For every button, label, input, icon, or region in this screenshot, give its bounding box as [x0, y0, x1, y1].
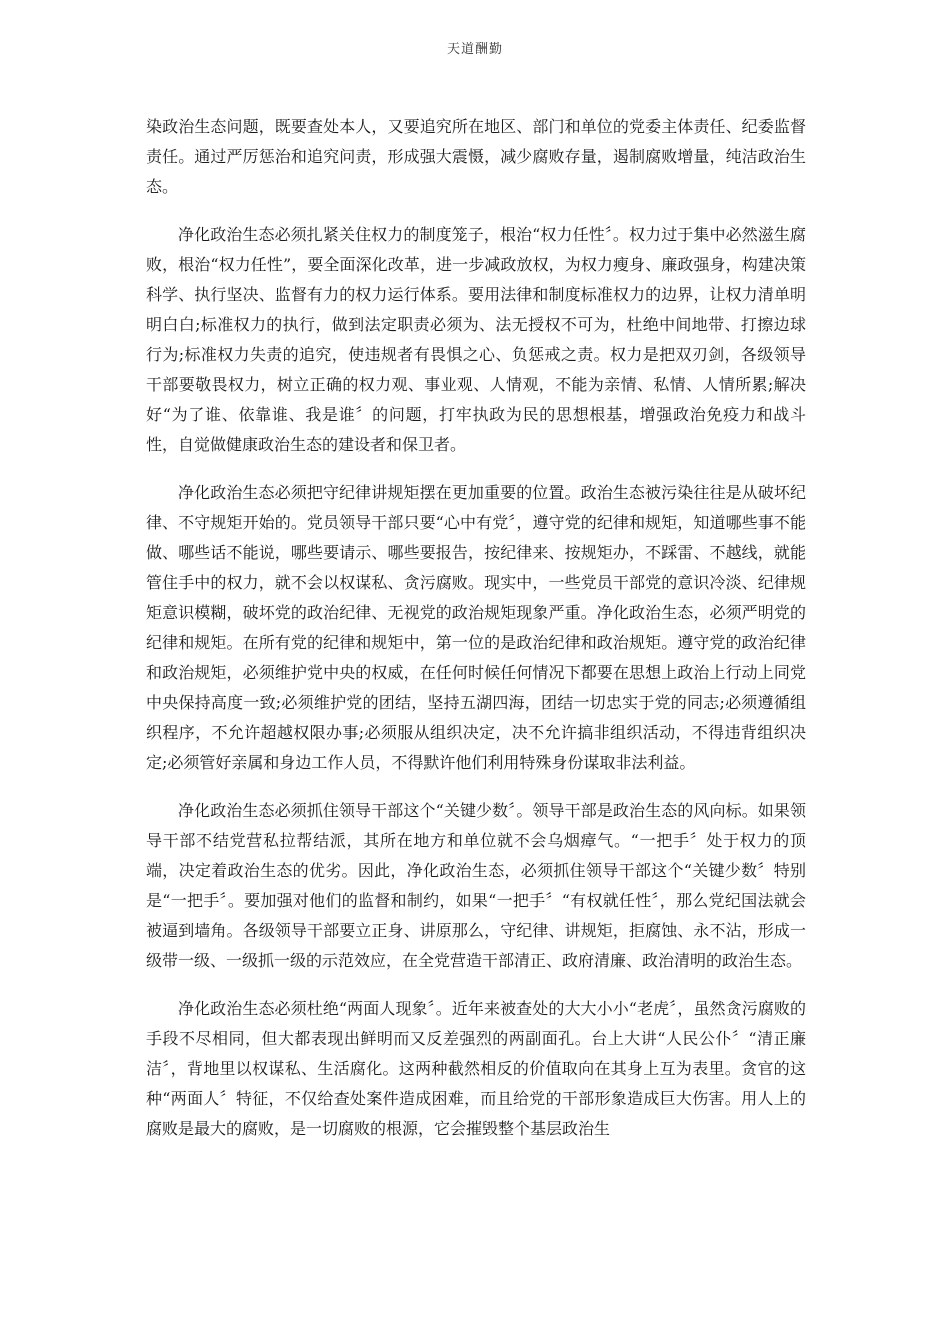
paragraph-5: 净化政治生态必须杜绝“两面人现象〞。近年来被查处的大大小小“老虎〞，虽然贪污腐败的手段不尽相同，但大都表现出鲜明而又反差强烈的两副面孔。台上大讲“人民公仆〞“清正廉洁〞，背地里以权谋私、生活腐化。这两种截然相反的价值取向在其身上互为表里。贪官的这种“两面人〞特征，不仅给查处案件造成困难，而且给党的干部形象造成巨大伤害。用人上的腐败是最大的腐败，是一切腐败的根源，它会摧毁整个基层政治生 — [146, 999, 806, 1138]
page-header: 天道酬勤 — [446, 42, 503, 57]
document-body — [146, 112, 806, 1162]
paragraph-3: 净化政治生态必须把守纪律讲规矩摆在更加重要的位置。政治生态被污染往往是从破坏纪律、不守规矩开始的。党员领导干部只要“心中有党〞，遵守党的纪律和规矩，知道哪些事不能做、哪些话不能说，哪些要请示、哪些要报告，按纪律来、按规矩办，不踩雷、不越线，就能管住手中的权力，就不会以权谋私、贪污腐败。现实中，一些党员干部党的意识冷淡、纪律规矩意识模糊，破坏党的政治纪律、无视党的政治规矩现象严重。净化政治生态，必须严明党的纪律和规矩。在所有党的纪律和规矩中，第一位的是政治纪律和政治规矩。遵守党的政治纪律和政治规矩，必须维护党中央的权威，在任何时候任何情况下都要在思想上政治上行动上同党中央保持高度一致;必须维护党的团结，坚持五湖四海，团结一切忠实于党的同志;必须遵循组织程序，不允许超越权限办事;必须服从组织决定，决不允许搞非组织活动，不得违背组织决定;必须管好亲属和身边工作人员，不得默许他们利用特殊身份谋取非法利益。 — [146, 483, 806, 772]
paragraph-4: 净化政治生态必须抓住领导干部这个“关键少数〞。领导干部是政治生态的风向标。如果领导干部不结党营私拉帮结派，其所在地方和单位就不会乌烟瘴气。“一把手〞处于权力的顶端，决定着政治生态的优劣。因此，净化政治生态，必须抓住领导干部这个“关键少数〞特别是“一把手〞。要加强对他们的监督和制约，如果“一把手〞“有权就任性〞，那么党纪国法就会被逼到墙角。各级领导干部要立正身、讲原那么，守纪律、讲规矩，拒腐蚀、永不沾，形成一级带一级、一级抓一级的示范效应，在全党营造干部清正、政府清廉、政治清明的政治生态。 — [146, 801, 806, 970]
paragraph-1: 染政治生态问题，既要查处本人，又要追究所在地区、部门和单位的党委主体责任、纪委监督责任。通过严厉惩治和追究问责，形成强大震慑，减少腐败存量，遏制腐败增量，纯洁政治生态。 — [146, 117, 806, 196]
paragraph-2: 净化政治生态必须扎紧关住权力的制度笼子，根治“权力任性〞。权力过于集中必然滋生腐败，根治“权力任性”，要全面深化改革，进一步减政放权，为权力瘦身、廉政强身，构建决策科学、执行坚决、监督有力的权力运行体系。要用法律和制度标准权力的边界，让权力清单明明白白;标准权力的执行，做到法定职责必须为、法无授权不可为，杜绝中间地带、打擦边球行为;标准权力失责的追究，使违规者有畏惧之心、负惩戒之责。权力是把双刃剑，各级领导干部要敬畏权力，树立正确的权力观、事业观、人情观，不能为亲情、私情、人情所累;解决好“为了谁、依靠谁、我是谁〞的问题，打牢执政为民的思想根基，增强政治免疫力和战斗性，自觉做健康政治生态的建设者和保卫者。 — [146, 225, 806, 454]
